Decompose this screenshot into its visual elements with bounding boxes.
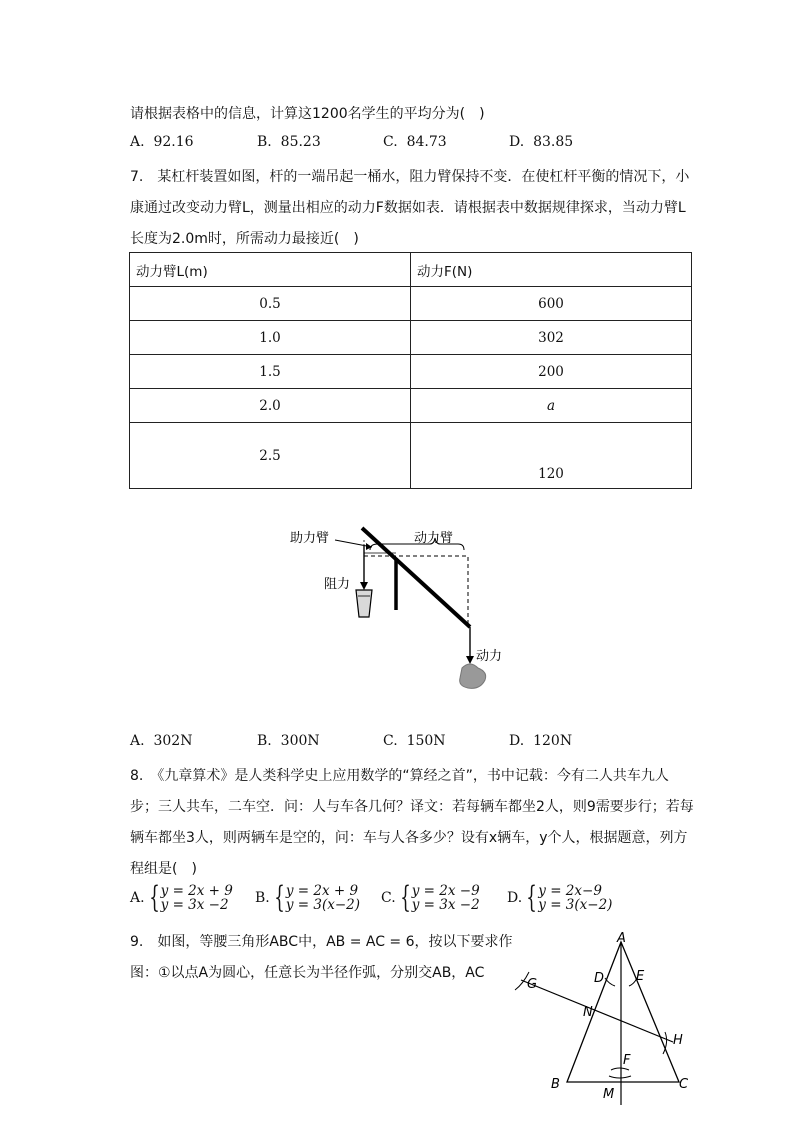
point-c-label: C <box>679 1077 689 1092</box>
point-f-label: F <box>623 1053 631 1068</box>
table-header-row <box>130 253 692 287</box>
bucket-icon <box>356 590 372 617</box>
header-lever-arm: 动力臂L(m) <box>130 253 411 287</box>
q7-option-a[interactable]: A. 302N <box>130 733 193 749</box>
q7-line-1: 7. 某杠杆装置如图，杆的一端吊起一桶水，阻力臂保持不变．在使杠杆平衡的情况下，小 <box>130 169 690 185</box>
q6-option-a[interactable]: A. 92.16 <box>130 134 194 150</box>
cell-force: 600 <box>411 287 692 321</box>
cell-force: 200 <box>411 355 692 389</box>
cell-arm: 2.5 <box>130 423 411 489</box>
lever-figure <box>280 520 520 700</box>
q8-line-2: 步；三人共车，二车空．问：人与车各几何？译文：若每辆车都坐2人，则9需要步行；若每 <box>130 799 694 815</box>
table-row <box>130 321 692 355</box>
q8-line-1: 8. 《九章算术》是人类科学史上应用数学的“算经之首”，书中记载：今有二人共车九人 <box>130 768 669 784</box>
q8-option-b[interactable]: B. {y = 2x + 9 y = 3(x−2) <box>255 880 361 915</box>
point-d-label: D <box>594 971 605 986</box>
q8-option-c[interactable]: C. {y = 2x −9 y = 3x −2 <box>381 880 480 915</box>
cell-force: 302 <box>411 321 692 355</box>
q9-line-1: 9. 如图，等腰三角形ABC中，AB = AC = 6，按以下要求作 <box>130 934 513 950</box>
label-assist-arm: 助力臂 <box>290 531 330 546</box>
q6-option-b[interactable]: B. 85.23 <box>257 134 321 150</box>
label-power-arm: 动力臂 <box>414 531 454 546</box>
point-h-label: H <box>673 1033 683 1048</box>
q6-text: 请根据表格中的信息，计算这1200名学生的平均分为( ) <box>130 106 485 122</box>
table-row <box>130 355 692 389</box>
q8-line-3: 辆车都坐3人，则两辆车是空的，问：车与人各多少？设有x辆车，y个人，根据题意，列方 <box>130 830 688 846</box>
table-row <box>130 389 692 423</box>
cell-arm: 1.5 <box>130 355 411 389</box>
cell-force: 120 <box>411 423 692 489</box>
q6-option-c[interactable]: C. 84.73 <box>383 134 447 150</box>
q7-data-table <box>129 252 692 489</box>
point-m-label: M <box>603 1087 615 1102</box>
cell-arm: 2.0 <box>130 389 411 423</box>
label-force: 动力 <box>476 649 503 664</box>
q8-line-4: 程组是( ) <box>130 861 197 877</box>
point-a-label: A <box>617 931 626 946</box>
q7-line-3: 长度为2.0m时，所需动力最接近( ) <box>130 231 359 247</box>
power-arm-bracket <box>364 556 468 624</box>
label-resistance: 阻力 <box>324 577 351 592</box>
q6-option-d[interactable]: D. 83.85 <box>509 134 574 150</box>
q7-line-2: 康通过改变动力臂L，测量出相应的动力F数据如表．请根据表中数据规律探求，当动力臂L <box>130 200 686 216</box>
cell-arm: 1.0 <box>130 321 411 355</box>
q9-line-2: 图：①以点A为圆心，任意长为半径作弧，分别交AB，AC <box>130 965 485 981</box>
point-n-label: N <box>583 1005 593 1020</box>
rock-icon <box>460 664 486 688</box>
q7-option-b[interactable]: B. 300N <box>257 733 320 749</box>
q8-option-d[interactable]: D. {y = 2x−9 y = 3(x−2) <box>507 880 613 915</box>
point-g-label: G <box>527 977 538 992</box>
point-b-label: B <box>551 1077 560 1092</box>
triangle-figure <box>505 930 695 1110</box>
q7-option-c[interactable]: C. 150N <box>383 733 446 749</box>
rope-arrow-icon <box>360 582 368 590</box>
point-e-label: E <box>636 969 645 984</box>
q8-option-a[interactable]: A. {y = 2x + 9 y = 3x −2 <box>130 880 233 915</box>
header-force: 动力F(N) <box>411 253 692 287</box>
cell-force: a <box>411 389 692 423</box>
table-row <box>130 287 692 321</box>
table-row <box>130 423 692 489</box>
cell-arm: 0.5 <box>130 287 411 321</box>
q7-option-d[interactable]: D. 120N <box>509 733 573 749</box>
